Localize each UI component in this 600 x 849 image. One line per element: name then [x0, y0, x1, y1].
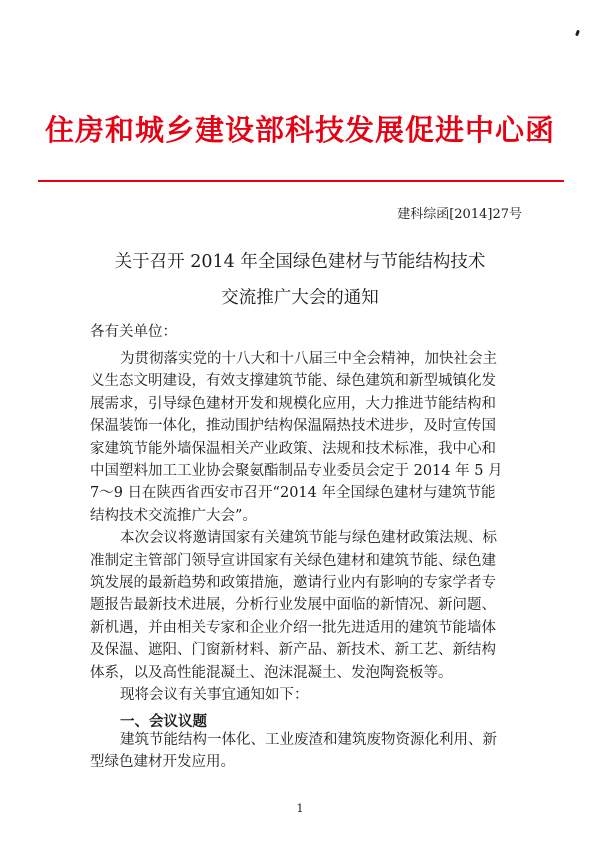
paragraph-2-line: 及保温、遮阳、门窗新材料、新产品、新技术、新工艺、新结构	[90, 642, 496, 659]
paragraph-1-line: 保温装饰一体化，推动围护结构保温隔热技术进步，及时宣传国	[90, 418, 496, 435]
salutation: 各有关单位：	[90, 324, 177, 340]
paragraph-1-line: 中国塑料加工工业协会聚氨酯制品专业委员会定于 2014 年 5 月	[90, 463, 503, 479]
paragraph-2-line: 体系，以及高性能混凝土、泡沫混凝土、发泡陶瓷板等。	[90, 664, 453, 681]
letterhead-title: 住房和城乡建设部科技发展促进中心函	[44, 113, 555, 147]
paragraph-2-line: 本次会议将邀请国家有关建筑节能与绿色建材政策法规、标	[120, 530, 497, 547]
paragraph-2-line: 新机遇，并由相关专家和企业介绍一批先进适用的建筑节能墙体	[90, 619, 496, 636]
paragraph-1-line: 家建筑节能外墙保温相关产业政策、法规和技术标准，我中心和	[90, 440, 496, 457]
section-1-body-line: 型绿色建材开发应用。	[90, 754, 235, 771]
paragraph-2-line: 准制定主管部门领导宣讲国家有关绿色建材和建筑节能、绿色建	[90, 552, 496, 569]
paragraph-1-line: 义生态文明建设，有效支撑建筑节能、绿色建筑和新型城镇化发	[90, 373, 496, 390]
section-1-heading: 一、会议议题	[120, 714, 207, 731]
document-number: 建科综函[2014]27号	[397, 207, 522, 222]
paragraph-1-line: 结构技术交流推广大会”。	[90, 507, 257, 524]
letterhead-rule	[38, 180, 564, 182]
paragraph-3: 现将会议有关事宜通知如下：	[120, 687, 309, 703]
ink-mark	[575, 30, 580, 37]
paragraph-2-line: 题报告最新技术进展，分析行业发展中面临的新情况、新问题、	[90, 597, 496, 614]
paragraph-1-line: 展需求，引导绿色建材开发和规模化应用，大力推进节能结构和	[90, 395, 496, 412]
notice-title-line-2: 交流推广大会的通知	[221, 288, 379, 308]
paragraph-2-line: 筑发展的最新趋势和政策措施，邀请行业内有影响的专家学者专	[90, 575, 496, 591]
paragraph-1-line: 7～9 日在陕西省西安市召开“2014 年全国绿色建材与建筑节能	[90, 485, 496, 502]
section-1-body-line: 建筑节能结构一体化、工业废渣和建筑废物资源化利用、新	[120, 731, 497, 748]
notice-title-line-1: 关于召开 2014 年全国绿色建材与节能结构技术	[114, 252, 486, 272]
paragraph-1-line: 为贯彻落实党的十八大和十八届三中全会精神，加快社会主	[120, 351, 497, 367]
page-number: 1	[296, 802, 304, 815]
